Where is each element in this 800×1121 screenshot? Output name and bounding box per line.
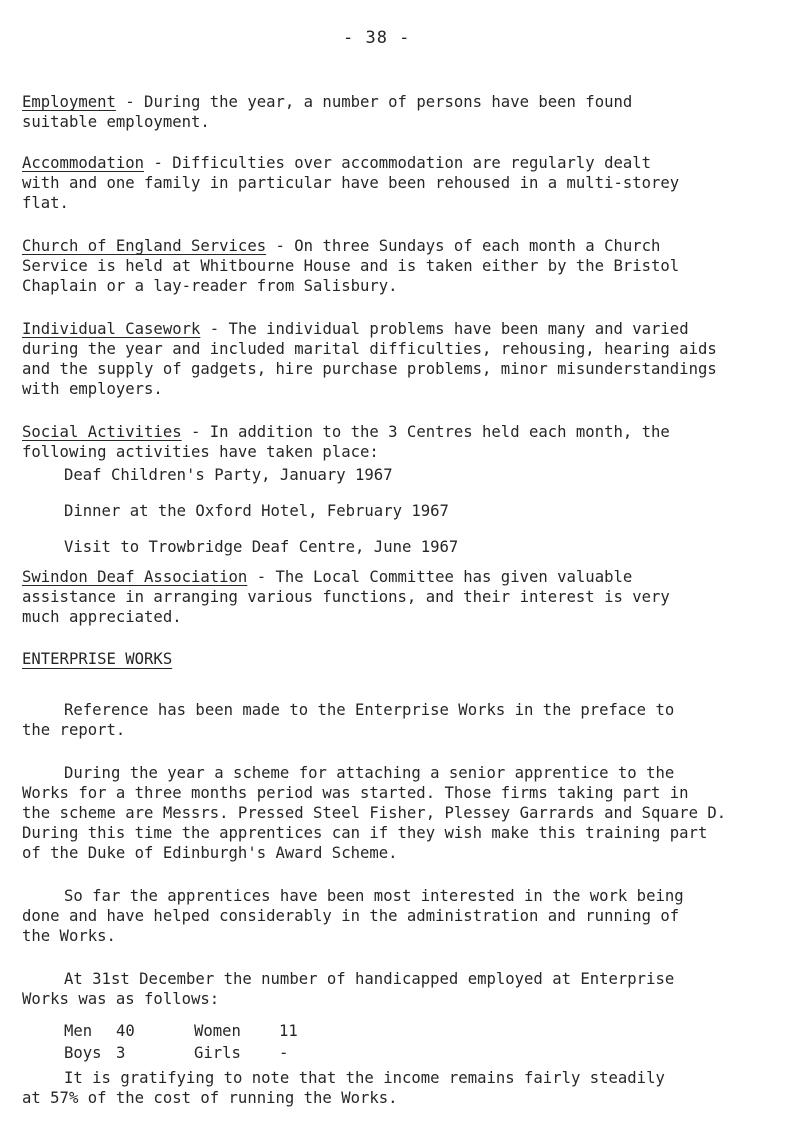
paragraph-line: Works was as follows: [22,990,220,1008]
swindon-title: Swindon Deaf Association [22,568,248,586]
enterprise-paragraph [22,1068,782,1108]
paragraph-line: It is gratifying to note that the income remains fairly steadily [64,1069,665,1087]
casework-line: during the year and included marital difficulties, rehousing, hearing aids [22,340,717,358]
enterprise-paragraph [22,700,782,740]
employment-paragraph [22,92,782,132]
table-cell: Men [64,1022,93,1040]
activities-list [64,465,458,573]
church-line: Service is held at Whitbourne House and is taken either by the Bristol [22,257,680,275]
church-title: Church of England Services [22,237,267,255]
casework-title: Individual Casework [22,320,201,338]
paragraph-line: During this time the apprentices can if they wish make this training part [22,824,708,842]
enterprise-paragraph [22,886,782,946]
casework-paragraph [22,319,782,399]
accommodation-line: flat. [22,194,69,212]
page-number: - 38 - [343,28,411,48]
enterprise-paragraph [22,969,782,1009]
accommodation-line: - Difficulties over accommodation are regularly dealt [144,154,652,172]
paragraph-line: During the year a scheme for attaching a senior apprentice to the [64,764,675,782]
employment-title: Employment [22,93,116,111]
paragraph-line: the Works. [22,927,116,945]
casework-line: - The individual problems have been many and varied [200,320,689,338]
accommodation-title: Accommodation [22,154,145,172]
list-item: Dinner at the Oxford Hotel, February 1967 [64,502,449,520]
paragraph-line: the report. [22,721,126,739]
list-item: Visit to Trowbridge Deaf Centre, June 1967 [64,538,459,556]
paragraph-line: at 57% of the cost of running the Works. [22,1089,398,1107]
social-paragraph [22,422,782,462]
church-paragraph [22,236,782,296]
paragraph-line: At 31st December the number of handicapped employed at Enterprise [64,970,675,988]
swindon-line: - The Local Committee has given valuable [247,568,633,586]
paragraph-line: Works for a three months period was started. Those firms taking part in [22,784,689,802]
accommodation-paragraph [22,153,782,213]
enterprise-paragraph [22,763,782,863]
swindon-line: much appreciated. [22,608,182,626]
social-line: - In addition to the 3 Centres held each month, the [181,423,670,441]
paragraph-line: Reference has been made to the Enterprise Works in the preface to [64,701,675,719]
accommodation-line: with and one family in particular have been rehoused in a multi-storey [22,174,680,192]
paragraph-line: the scheme are Messrs. Pressed Steel Fisher, Plessey Garrards and Square D. [22,804,727,822]
swindon-paragraph [22,567,782,627]
table-cell: 3 [116,1044,126,1062]
table-cell: Women [194,1022,241,1040]
social-line: following activities have taken place: [22,443,379,461]
casework-line: with employers. [22,380,163,398]
list-item: Deaf Children's Party, January 1967 [64,466,393,484]
paragraph-line: So far the apprentices have been most interested in the work being [64,887,684,905]
employment-line: - During the year, a number of persons have been found [115,93,633,111]
table-cell: 40 [116,1022,135,1040]
table-cell: Boys [64,1044,102,1062]
paragraph-line: of the Duke of Edinburgh's Award Scheme. [22,844,398,862]
swindon-line: assistance in arranging various functions, and their interest is very [22,588,670,606]
paragraph-line: done and have helped considerably in the administration and running of [22,907,680,925]
table-cell: Girls [194,1044,241,1062]
section-heading: ENTERPRISE WORKS [22,650,173,668]
employment-line: suitable employment. [22,113,210,131]
church-line: - On three Sundays of each month a Church [266,237,661,255]
church-line: Chaplain or a lay-reader from Salisbury. [22,277,398,295]
casework-line: and the supply of gadgets, hire purchase problems, minor misunderstandings [22,360,717,378]
table-cell: - [279,1044,289,1062]
social-title: Social Activities [22,423,182,441]
table-cell: 11 [279,1022,298,1040]
